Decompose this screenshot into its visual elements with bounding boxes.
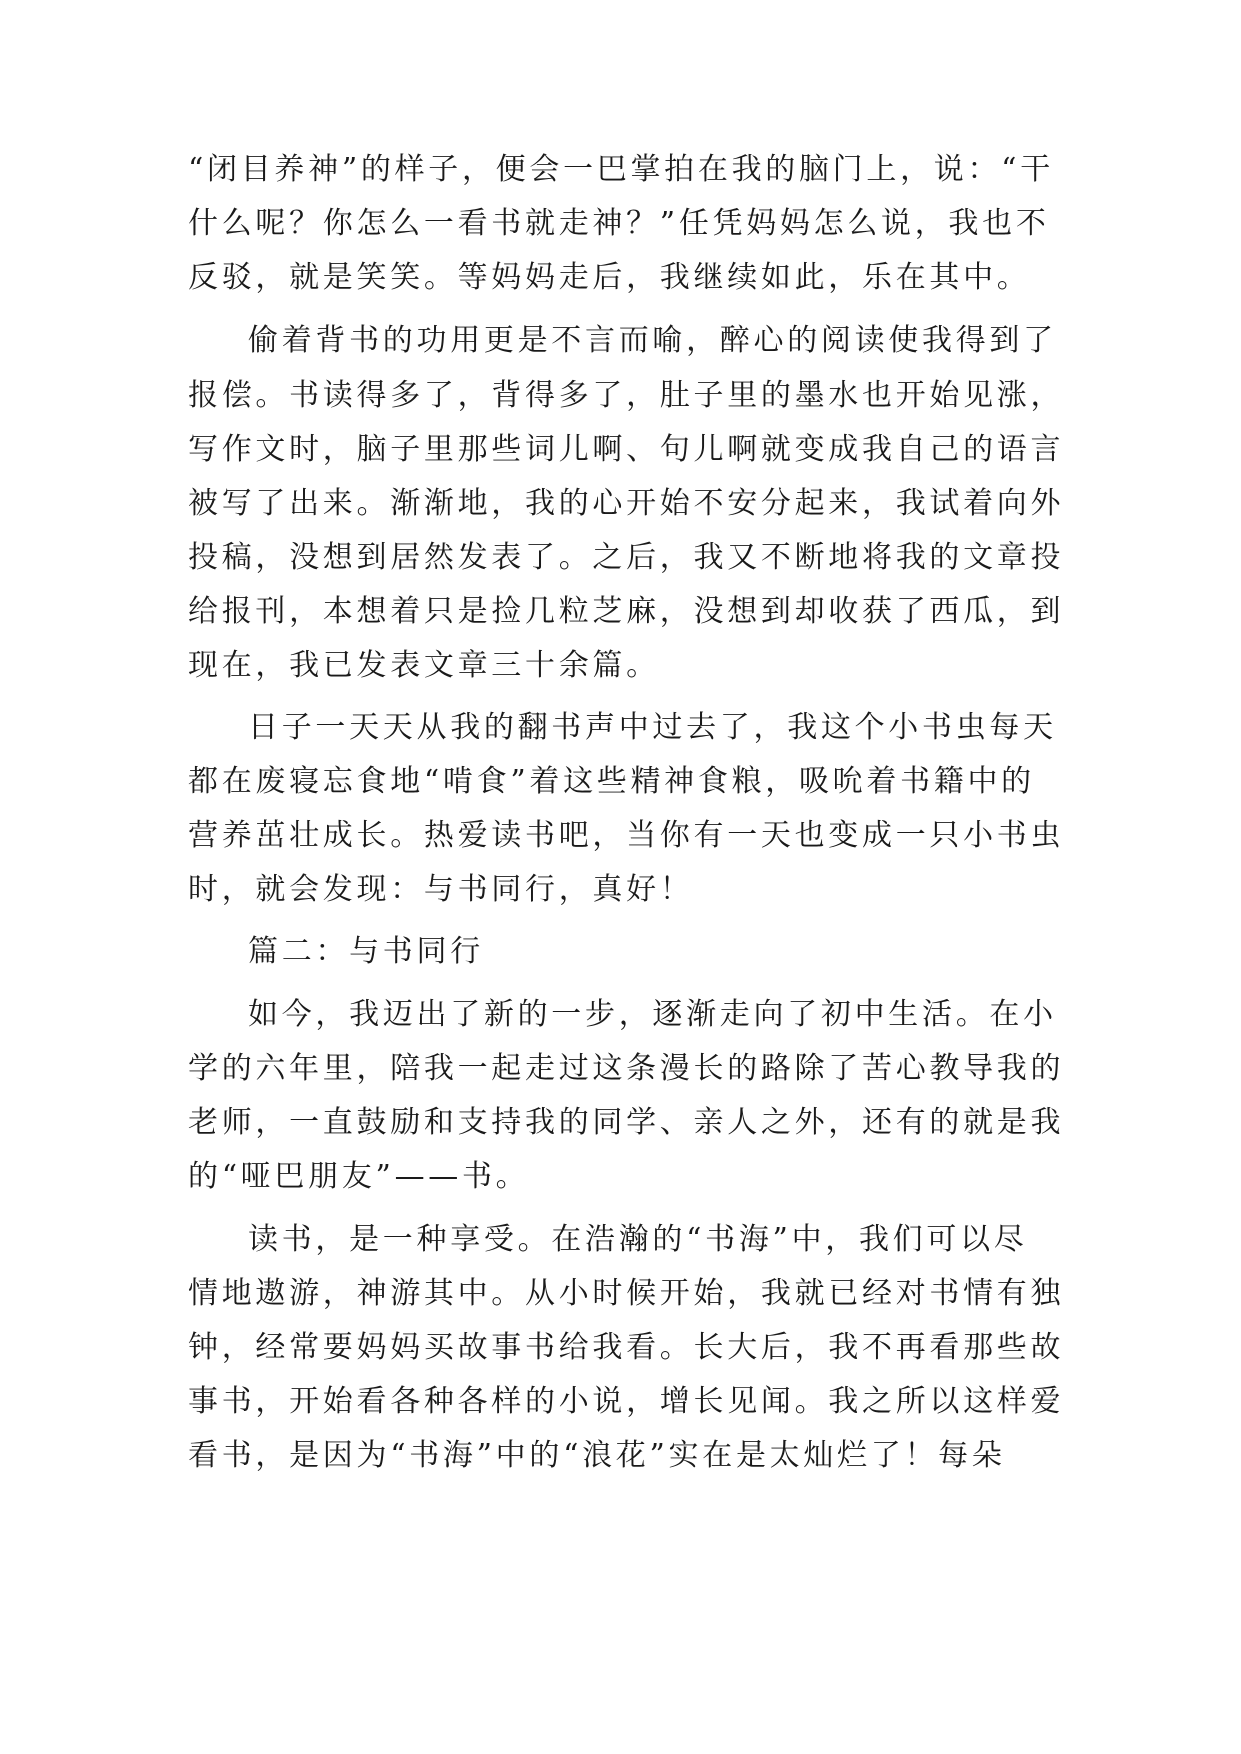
paragraph-start-line: 日子一天天从我的翻书声中过去了，我这个小书虫每天 [248, 710, 1057, 745]
text-line: “闭目养神”的样子，便会一巴掌拍在我的脑门上，说：“干 [188, 152, 1054, 187]
text-line: 看书，是因为“书海”中的“浪花”实在是太灿烂了！每朵 [188, 1438, 1006, 1473]
text-line: 都在废寝忘食地“啃食”着这些精神食粮，吸吮着书籍中的 [188, 764, 1035, 799]
section-heading: 篇二：与书同行 [248, 934, 484, 969]
text-line: 被写了出来。渐渐地，我的心开始不安分起来，我试着向外 [188, 486, 1065, 521]
paragraph-start-line: 偷着背书的功用更是不言而喻，醉心的阅读使我得到了 [248, 323, 1057, 358]
text-line: 时，就会发现：与书同行，真好！ [188, 872, 694, 907]
paragraph-start-line: 如今，我迈出了新的一步，逐渐走向了初中生活。在小 [248, 997, 1057, 1032]
text-line: 的“哑巴朋友”——书。 [188, 1159, 530, 1194]
text-line: 老师，一直鼓励和支持我的同学、亲人之外，还有的就是我 [188, 1105, 1065, 1140]
text-line: 钟，经常要妈妈买故事书给我看。长大后，我不再看那些故 [188, 1330, 1065, 1365]
text-line: 什么呢？你怎么一看书就走神？”任凭妈妈怎么说，我也不 [188, 206, 1050, 241]
text-line: 情地遨游，神游其中。从小时候开始，我就已经对书情有独 [188, 1276, 1065, 1311]
text-line: 给报刊，本想着只是捡几粒芝麻，没想到却收获了西瓜，到 [188, 594, 1065, 629]
text-line: 现在，我已发表文章三十余篇。 [188, 648, 660, 683]
text-line: 营养茁壮成长。热爱读书吧，当你有一天也变成一只小书虫 [188, 818, 1065, 853]
text-line: 反驳，就是笑笑。等妈妈走后，我继续如此，乐在其中。 [188, 260, 1031, 295]
text-line: 事书，开始看各种各样的小说，增长见闻。我之所以这样爱 [188, 1384, 1065, 1419]
text-line: 学的六年里，陪我一起走过这条漫长的路除了苦心教导我的 [188, 1051, 1065, 1086]
paragraph-start-line: 读书，是一种享受。在浩瀚的“书海”中，我们可以尽 [248, 1222, 1028, 1257]
text-line: 投稿，没想到居然发表了。之后，我又不断地将我的文章投 [188, 540, 1065, 575]
text-line: 报偿。书读得多了，背得多了，肚子里的墨水也开始见涨， [188, 378, 1065, 413]
text-line: 写作文时，脑子里那些词儿啊、句儿啊就变成我自己的语言 [188, 432, 1065, 467]
